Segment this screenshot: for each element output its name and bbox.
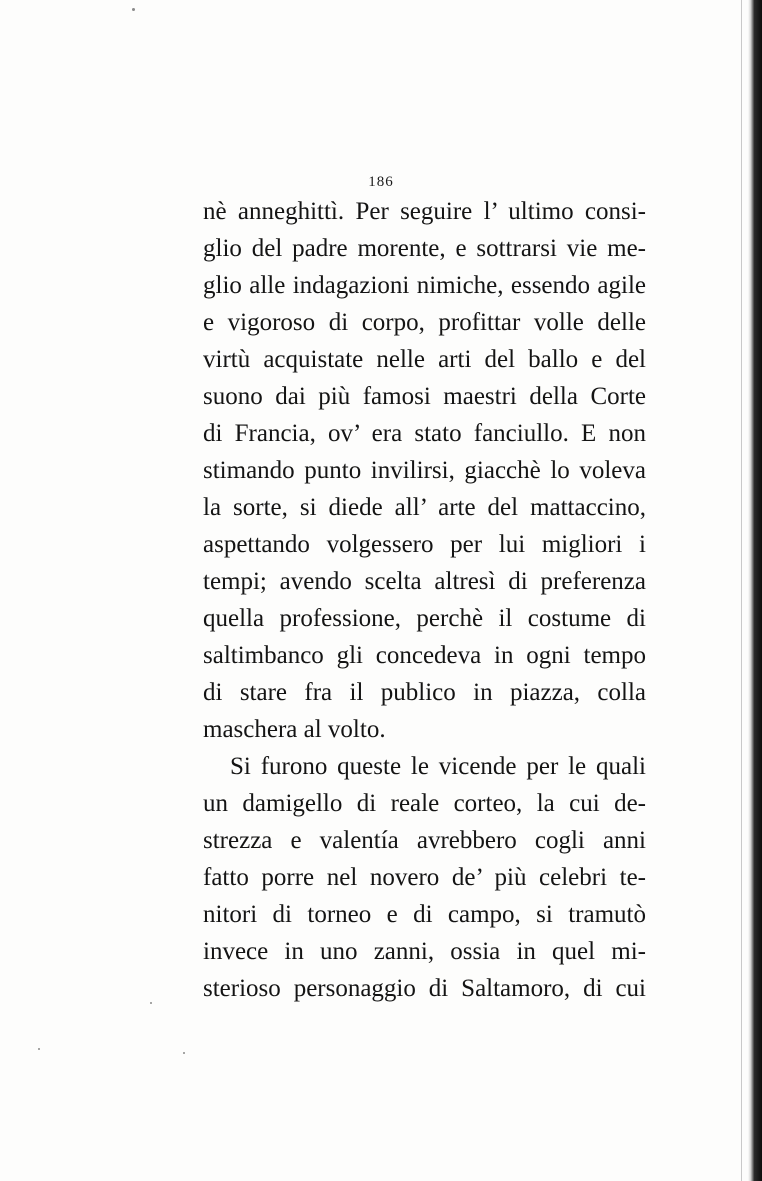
paragraph-end-line: maschera al volto. [203,716,386,743]
text-line: stimando punto invilirsi, giacchè lo voleva [203,457,646,484]
text-line: di Francia, ov’ era stato fanciullo. E non [203,420,646,447]
text-line: sterioso personaggio di Saltamoro, di cui [203,975,646,1002]
text-line: aspettando volgessero per lui migliori i [203,531,646,558]
text-line: strezza e valentía avrebbero cogli anni [203,827,646,854]
text-line: saltimbanco gli concedeva in ogni tempo [203,642,646,669]
paper-speck [183,1052,185,1054]
paper-speck [150,1002,152,1004]
text-line: nitori di torneo e di campo, si tramutò [203,901,646,928]
page-number: 186 [368,174,394,190]
text-line: fatto porre nel novero de’ più celebri te- [203,864,646,891]
text-line: quella professione, perchè il costume di [203,605,646,632]
text-line: la sorte, si diede all’ arte del mattaccino, [203,494,646,521]
text-line: suono dai più famosi maestri della Corte [203,383,646,410]
paragraph-start-line: Si furono queste le vicende per le quali [230,753,646,780]
text-line: virtù acquistate nelle arti del ballo e del [203,346,646,373]
text-line: tempi; avendo scelta altresì di preferenza [203,568,646,595]
paper-speck [132,8,135,11]
text-line: un damigello di reale corteo, la cui de- [203,790,646,817]
text-line: invece in uno zanni, ossia in quel mi- [203,938,646,965]
text-line: di stare fra il publico in piazza, colla [203,679,646,706]
text-line: nè anneghittì. Per seguire l’ ultimo consi- [203,198,646,225]
text-line: glio del padre morente, e sottrarsi vie me- [203,235,646,262]
paper-speck [38,1048,40,1050]
text-line: glio alle indagazioni nimiche, essendo agile [203,272,646,299]
text-line: e vigoroso di corpo, profittar volle delle [203,309,646,336]
